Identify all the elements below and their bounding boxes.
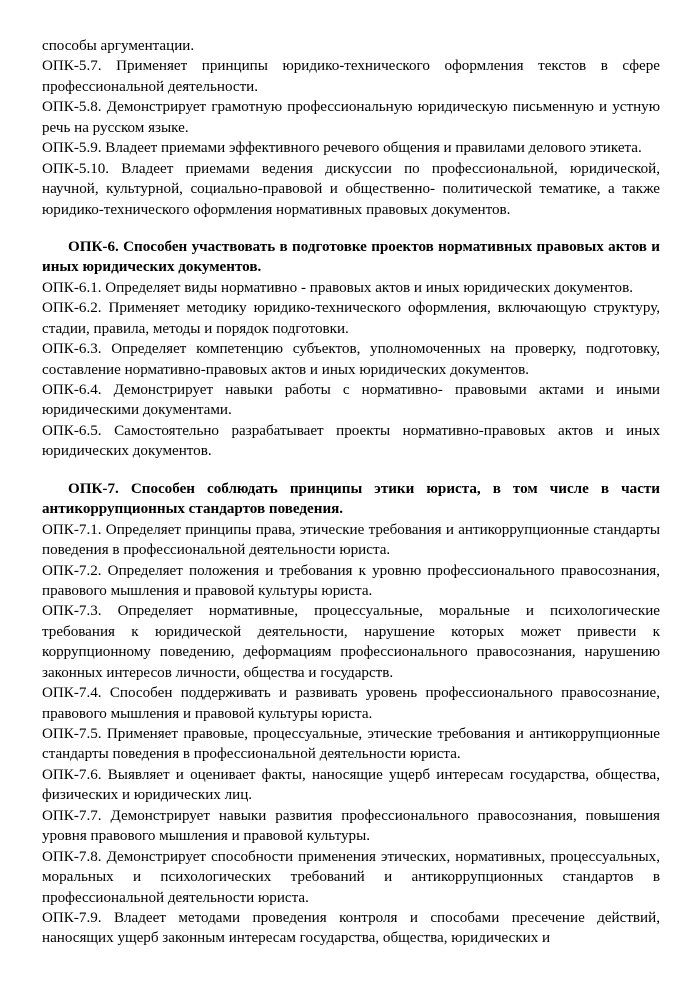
paragraph-opk-5-9: ОПК-5.9. Владеет приемами эффективного речевого общения и правилами делового этикета.: [42, 140, 642, 157]
paragraph-opk-5-10: ОПК-5.10. Владеет приемами ведения дискуссии по профессиональной, юридической, научной, культурной, социально-правовой и общественно- политической тематике, а также юридико-технического оформления нормативных правовых документов.: [42, 160, 660, 218]
paragraph-opk-6-3: ОПК-6.3. Определяет компетенцию субъектов, уполномоченных на проверку, подготовку, составление нормативно-правовых актов и иных юридических документов.: [42, 341, 660, 378]
paragraph-opk-6-4: ОПК-6.4. Демонстрирует навыки работы с нормативно- правовыми актами и иными юридическими документами.: [42, 382, 660, 419]
paragraph-opk-7-4: ОПК-7.4. Способен поддерживать и развивать уровень профессионального правосознание, правового мышления и правовой культуры юриста.: [42, 685, 660, 722]
paragraph-opk-7-7: ОПК-7.7. Демонстрирует навыки развития профессионального правосознания, повышения уровня правового мышления и правовой культуры.: [42, 807, 660, 845]
paragraph-spacer-1: [42, 220, 660, 237]
paragraph-opk-7-1: ОПК-7.1. Определяет принципы права, этические требования и антикоррупционные стандарты поведения в профессиональной деятельности юриста.: [42, 521, 660, 559]
paragraph-opk-7-5: ОПК-7.5. Применяет правовые, процессуальные, этические требования и антикоррупционные стандарты поведения в профессиональной деятельности юриста.: [42, 726, 660, 763]
paragraph-opk-7-9: ОПК-7.9. Владеет методами проведения контроля и способами пресечение действий, наносящих ущерб законным интересам государства, общества, юридических и: [42, 909, 660, 947]
paragraph-opk-7-2: ОПК-7.2. Определяет положения и требования к уровню профессионального правосознания, правового мышления и правовой культуры юриста.: [42, 562, 660, 599]
paragraph-opk-7-8: ОПК-7.8. Демонстрирует способности применения этических, нормативных, процессуальных, моральных и психологических требований и антикоррупционных стандартов в профессиональной деятельности юриста.: [42, 848, 660, 906]
paragraph-opk-7-3: ОПК-7.3. Определяет нормативные, процессуальные, моральные и психологические требования к юридической деятельности, нарушение которых может привести к коррупционному поведению, деформациям профессионального правосознания, нарушению законных интересов личности, общества и государств.: [42, 603, 660, 681]
paragraph-spacer-2: [42, 462, 660, 479]
paragraph-opk-6-2: ОПК-6.2. Применяет методику юридико-технического оформления, включающую структуру, стадии, правила, методы и порядок подготовки.: [42, 300, 660, 337]
paragraph-opk-6-1: ОПК-6.1. Определяет виды нормативно - правовых актов и иных юридических документов.: [42, 279, 633, 296]
paragraph-opk-5-7: ОПК-5.7. Применяет принципы юридико-технического оформления текстов в сфере профессиональной деятельности.: [42, 58, 660, 95]
paragraph-opk-6-5: ОПК-6.5. Самостоятельно разрабатывает проекты нормативно-правовых актов и иных юридических документов.: [42, 422, 660, 460]
paragraph-continuation: способы аргументации.: [42, 38, 195, 54]
paragraph-opk-7-6: ОПК-7.6. Выявляет и оценивает факты, наносящие ущерб интересам государства, общества, физических и юридических лиц.: [42, 766, 660, 804]
heading-opk-7: ОПК-7. Способен соблюдать принципы этики юриста, в том числе в части антикоррупционных стандартов поведения.: [42, 480, 660, 518]
paragraph-opk-5-8: ОПК-5.8. Демонстрирует грамотную профессиональную юридическую письменную и устную речь на русском языке.: [42, 99, 660, 136]
heading-opk-6: ОПК-6. Способен участвовать в подготовке проектов нормативных правовых актов и иных юридических документов.: [42, 238, 660, 276]
